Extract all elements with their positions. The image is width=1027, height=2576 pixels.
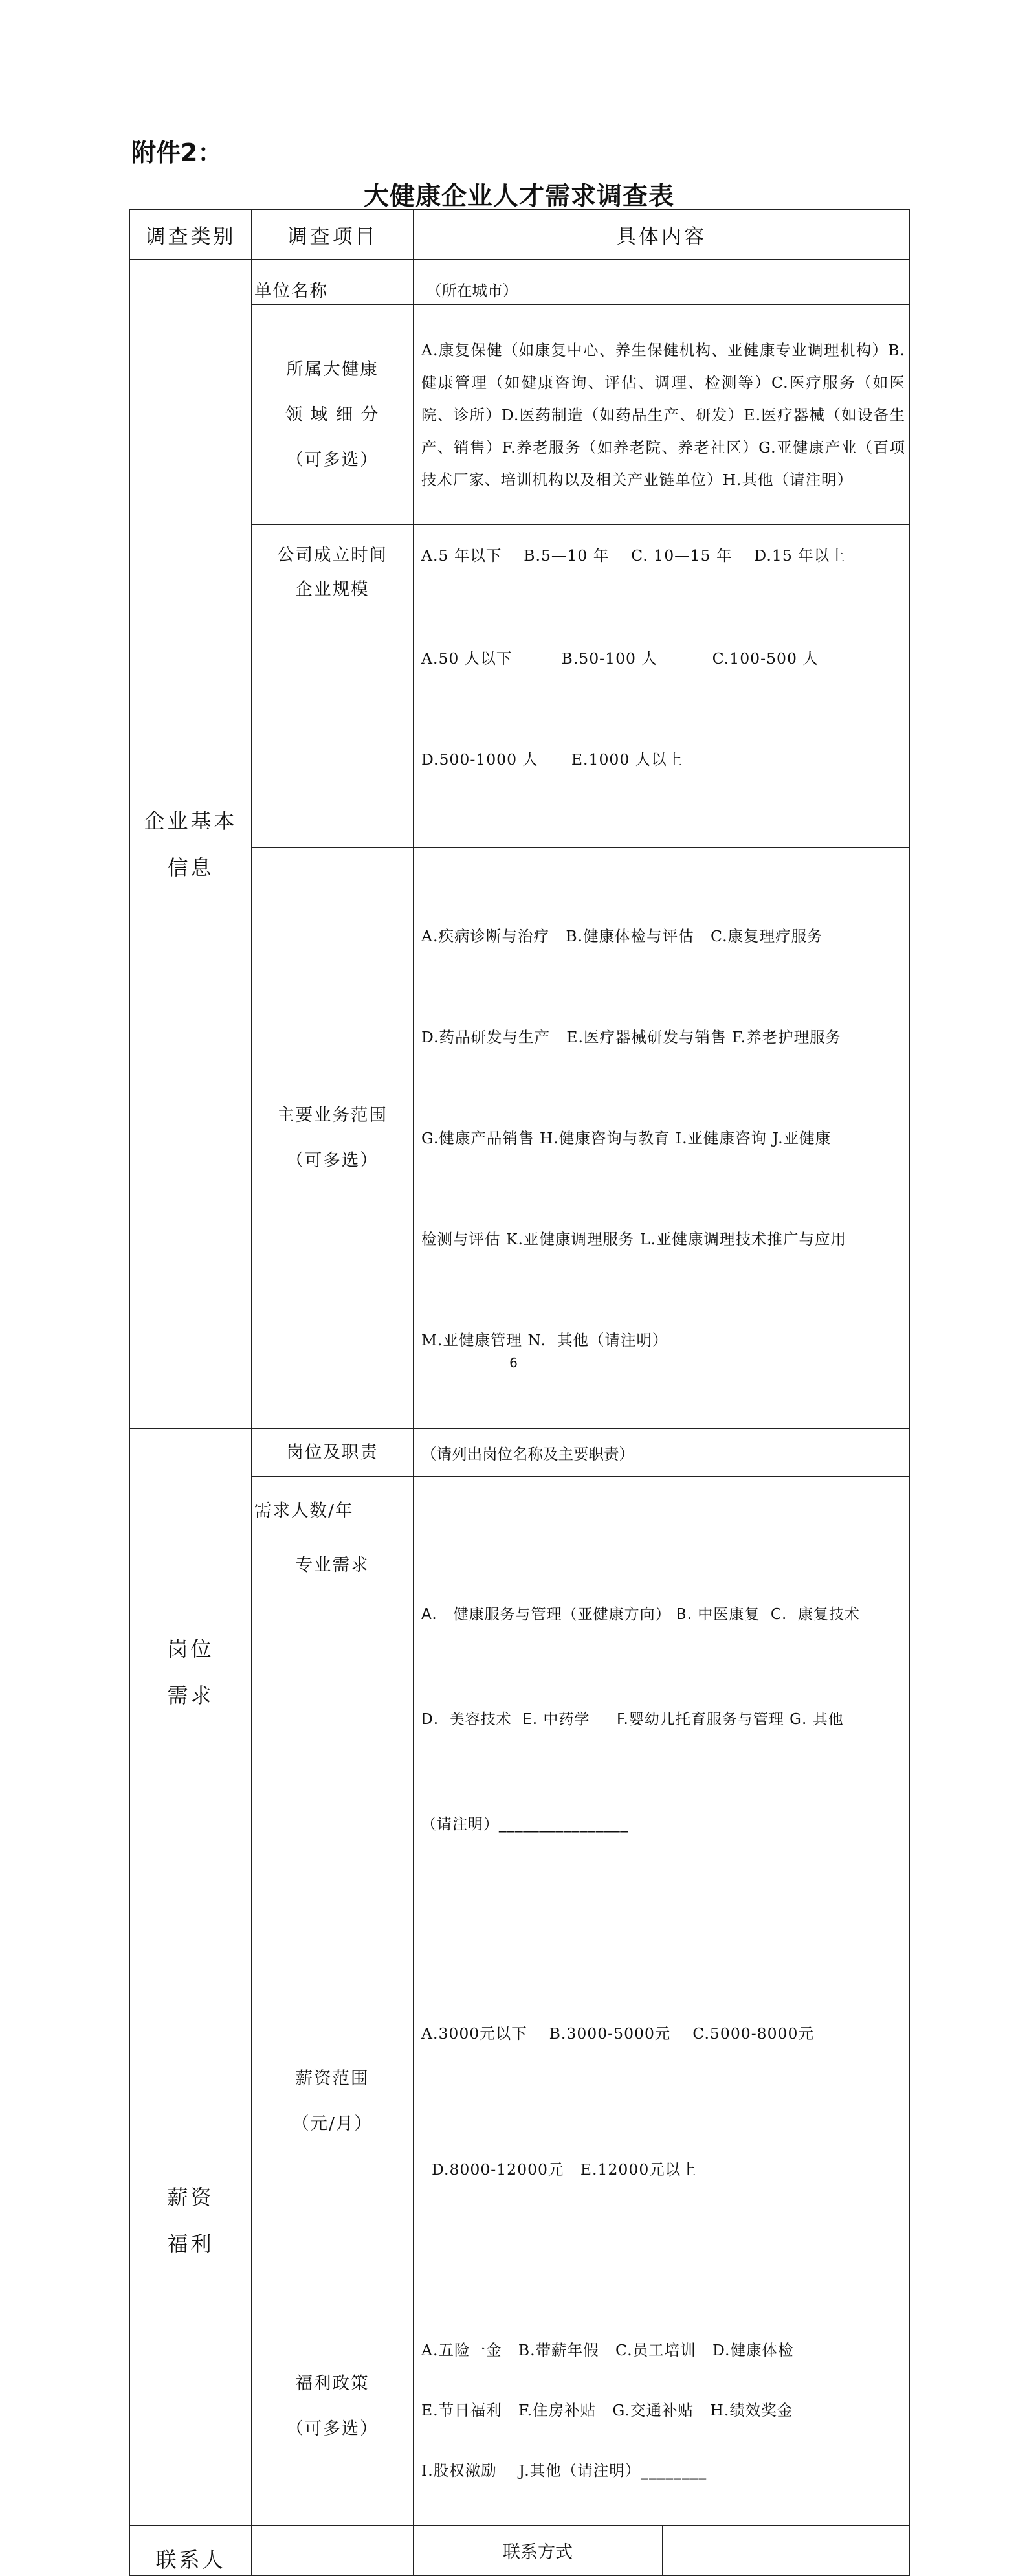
unit-name-field[interactable]: （所在城市） — [414, 260, 910, 305]
document-title: 大健康企业人才需求调查表 — [363, 182, 674, 211]
scale-options-line: D.500-1000 人 E.1000 人以上 — [421, 750, 683, 768]
item-duty: 岗位及职责 — [252, 1429, 414, 1477]
page-number: 6 — [509, 1355, 518, 1371]
scale-options-line: A.50 人以下 B.50-100 人 C.100-500 人 — [421, 649, 819, 667]
salary-option-line: D.8000-12000元 E.12000元以上 — [432, 2160, 697, 2178]
major-option-line: A. 健康服务与管理（亚健康方向） B. 中医康复 C. 康复技术 — [421, 1606, 860, 1623]
item-business-scope — [252, 848, 414, 1429]
item-major: 专业需求 — [252, 1523, 414, 1916]
contact-method-field[interactable] — [663, 2526, 910, 2576]
header-category: 调查类别 — [130, 210, 252, 260]
table-row — [130, 1429, 910, 1477]
category-salary — [130, 1916, 252, 2526]
item-label: 领 域 细 分 — [285, 404, 380, 425]
business-option-line: M.亚健康管理 N. 其他（请注明） — [421, 1331, 668, 1349]
salary-option-line: A.3000元以下 B.3000-5000元 C.5000-8000元 — [421, 2024, 814, 2043]
header-content: 具体内容 — [414, 210, 910, 260]
business-scope-options[interactable] — [414, 848, 910, 1429]
duty-field[interactable]: （请列出岗位名称及主要职责） — [414, 1429, 910, 1477]
item-label: （可多选） — [286, 1150, 379, 1170]
item-health-field — [252, 305, 414, 525]
business-option-line: G.健康产品销售 H.健康咨询与教育 I.亚健康咨询 J.亚健康 — [421, 1129, 832, 1147]
contact-person-label: 联系人 — [130, 2526, 252, 2576]
business-option-line: 检测与评估 K.亚健康调理服务 L.亚健康调理技术推广与应用 — [421, 1230, 847, 1248]
business-option-line: A.疾病诊断与治疗 B.健康体检与评估 C.康复理疗服务 — [421, 927, 823, 945]
annex-label: 附件2： — [131, 139, 223, 167]
salary-range-options[interactable] — [414, 1916, 910, 2287]
category-position — [130, 1429, 252, 1916]
welfare-option-line: A.五险一金 B.带薪年假 C.员工培训 D.健康体检 — [421, 2341, 794, 2359]
item-label: 主要业务范围 — [277, 1105, 388, 1125]
headcount-field[interactable] — [414, 1477, 910, 1523]
category-label: 薪资 — [167, 2185, 214, 2210]
major-option-line: D. 美容技术 E. 中药学 F.婴幼儿托育服务与管理 G. 其他 — [421, 1711, 844, 1728]
welfare-option-line: E.节日福利 F.住房补贴 G.交通补贴 H.绩效奖金 — [421, 2401, 793, 2419]
category-label: 岗位 — [167, 1637, 214, 1661]
table-row — [130, 1916, 910, 2287]
item-founded: 公司成立时间 — [252, 525, 414, 570]
category-label: 企业基本 — [144, 808, 237, 833]
item-label: 薪资范围 — [295, 2068, 370, 2089]
item-scale: 企业规模 — [252, 570, 414, 848]
item-welfare — [252, 2287, 414, 2526]
category-label: 信息 — [167, 855, 214, 880]
table-header-row — [130, 210, 910, 260]
welfare-option-line: I.股权激励 J.其他（请注明）________ — [421, 2461, 707, 2480]
welfare-options[interactable] — [414, 2287, 910, 2526]
survey-table — [129, 209, 910, 2576]
item-label: 福利政策 — [295, 2373, 370, 2393]
health-field-options[interactable]: A.康复保健（如康复中心、养生保健机构、亚健康专业调理机构）B.健康管理（如健康咨询、评估、调理、检测等）C.医疗服务（如医院、诊所）D.医药制造（如药品生产、研发）E.医疗器械（如设备生产、销售）F.养老服务（如养老院、养老社区）G.亚健康产业（百项技术厂家、培训机构以及相关产业链单位）H.其他（请注明） — [414, 305, 910, 525]
category-label: 需求 — [167, 1683, 214, 1708]
item-unit-name: 单位名称 — [252, 260, 414, 305]
major-options[interactable] — [414, 1523, 910, 1916]
major-option-line: （请注明）________________ — [421, 1816, 628, 1833]
scale-options[interactable] — [414, 570, 910, 848]
item-label: （可多选） — [286, 449, 379, 470]
category-label: 福利 — [167, 2232, 214, 2256]
business-option-line: D.药品研发与生产 E.医疗器械研发与销售 F.养老护理服务 — [421, 1028, 842, 1046]
founded-options[interactable]: A.5 年以下 B.5—10 年 C. 10—15 年 D.15 年以上 — [414, 525, 910, 570]
table-row — [130, 2526, 910, 2576]
header-item: 调查项目 — [252, 210, 414, 260]
item-label: （元/月） — [292, 2114, 373, 2134]
contact-method-label: 联系方式 — [414, 2526, 663, 2576]
item-label: （可多选） — [286, 2418, 379, 2439]
item-label: 所属大健康 — [286, 359, 379, 379]
contact-person-field[interactable] — [252, 2526, 414, 2576]
table-row — [130, 260, 910, 305]
category-basic-info — [130, 260, 252, 1429]
item-headcount: 需求人数/年 — [252, 1477, 414, 1523]
item-salary-range — [252, 1916, 414, 2287]
